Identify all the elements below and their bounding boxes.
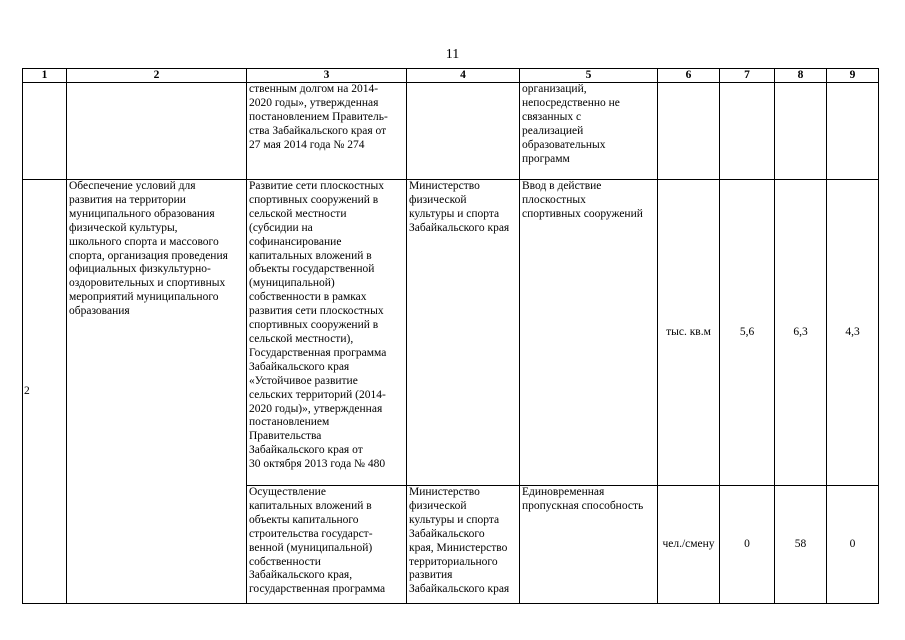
row3-col9: 0 (827, 486, 879, 604)
row2-col8: 6,3 (775, 180, 827, 486)
header-cell-3: 3 (247, 69, 407, 83)
header-cell-1: 1 (23, 69, 67, 83)
row1-col2 (67, 83, 247, 180)
row1-col7 (720, 83, 775, 180)
row3-col3: Осуществление капитальных вложений в объекты капитального строительства государст- венной (муниципальной) собственности Забайкальского края, государственная программа (247, 486, 407, 604)
row1-col3: ственным долгом на 2014- 2020 годы», утвержденная постановлением Правитель- ства Забайкальского края от 27 мая 2014 года № 274 (247, 83, 407, 180)
table-row (23, 180, 879, 486)
row3-col5: Единовременная пропускная способность (520, 486, 658, 604)
row3-col7: 0 (720, 486, 775, 604)
row1-col1 (23, 83, 67, 180)
row1-col9 (827, 83, 879, 180)
page-number: 11 (445, 47, 460, 62)
header-row (23, 69, 879, 83)
row2-col6: тыс. кв.м (658, 180, 720, 486)
row2-col1: 2 (23, 180, 67, 604)
header-cell-7: 7 (720, 69, 775, 83)
row2-col9: 4,3 (827, 180, 879, 486)
row2-col3: Развитие сети плоскостных спортивных сооружений в сельской местности (субсидии на софинансирование капитальных вложений в объекты государственной (муниципальной) собственности в рамках развития сети плоскостных спортивных сооружений в сельской местности), Государственная программа Забайкальского края «Устойчивое развитие сельских территорий (2014- 2020 годы)», утвержденная постановлением Правительства Забайкальского края от 30 октября 2013 года № 480 (247, 180, 407, 486)
row2-col4: Министерство физической культуры и спорта Забайкальского края (407, 180, 520, 486)
row2-col2: Обеспечение условий для развития на территории муниципального образования физической культуры, школьного спорта и массового спорта, организация проведения официальных физкультурно- оздоровительных и спортивных мероприятий муниципального образования (67, 180, 247, 604)
row3-col4: Министерство физической культуры и спорта Забайкальского края, Министерство территориального развития Забайкальского края (407, 486, 520, 604)
header-cell-4: 4 (407, 69, 520, 83)
header-cell-5: 5 (520, 69, 658, 83)
header-cell-6: 6 (658, 69, 720, 83)
row3-col6: чел./смену (658, 486, 720, 604)
header-cell-9: 9 (827, 69, 879, 83)
row1-col5: организаций, непосредственно не связанных с реализацией образовательных программ (520, 83, 658, 180)
row1-col8 (775, 83, 827, 180)
document-table (22, 68, 879, 604)
row1-col4 (407, 83, 520, 180)
row2-col7: 5,6 (720, 180, 775, 486)
header-cell-2: 2 (67, 69, 247, 83)
row1-col6 (658, 83, 720, 180)
row2-col5: Ввод в действие плоскостных спортивных сооружений (520, 180, 658, 486)
table-row (23, 83, 879, 180)
header-cell-8: 8 (775, 69, 827, 83)
row3-col8: 58 (775, 486, 827, 604)
